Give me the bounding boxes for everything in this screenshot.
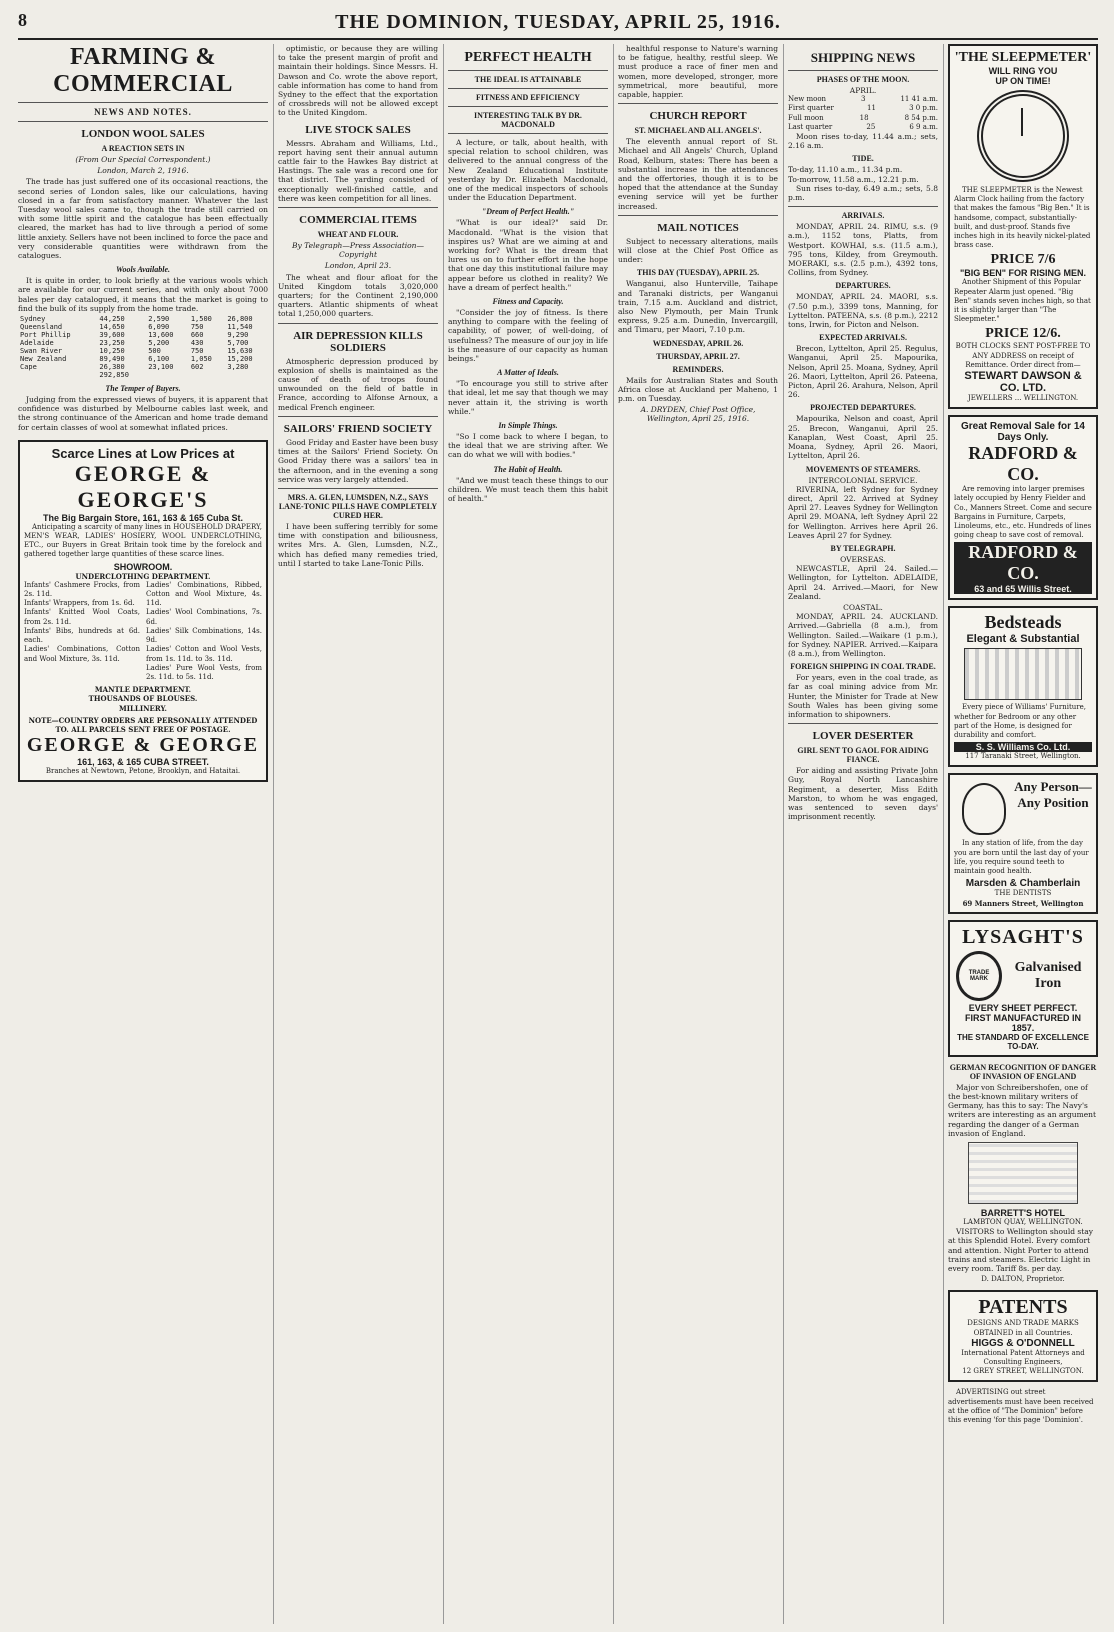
moon-row: New moon 3 11 41 a.m. <box>788 95 938 104</box>
marsden-address: 69 Manners Street, Wellington <box>962 898 1084 908</box>
george-mantle: MANTLE DEPARTMENT. <box>94 685 192 695</box>
list-item: Ladies' Wool Combinations, 7s. 6d. <box>146 608 262 626</box>
hotel-illustration <box>968 1142 1078 1204</box>
german-text: Major von Schreibershofen, one of the best-known military writers of Germany, has this to say: The Navy's writers are interesting as an argument regarding the danger of a German invasion of England. <box>948 1082 1097 1138</box>
george-millinery: MILLINERY. <box>118 703 167 713</box>
mail-head: MAIL NOTICES <box>657 221 739 234</box>
wool-available-text: It is quite in order, to look briefly at the various wools which are available for our current series, and with only about 7000 bales per day catalogued, it means that the market is going to find the bulk of its supply from the home trade. <box>18 276 268 313</box>
shipping-head: SHIPPING NEWS <box>810 50 916 65</box>
wool-available-head: Wools Available. <box>115 265 171 275</box>
projected-text: Mapourika, Nelson and coast, April 25. Brecon, Wanganui, April 25. Kanaplan, West Coast, April 25. Moana, Sydney, April 26. Maori, Lyttelton, April 26. <box>788 414 938 461</box>
george-ad <box>18 440 268 782</box>
tide-today: To-day, 11.10 a.m., 11.34 p.m. <box>788 165 903 175</box>
table-row: Adelaide 23,250 5,200 430 5,700 <box>20 339 249 348</box>
telegraph-head: BY TELEGRAPH. <box>830 543 896 553</box>
table-row: Cape 26,380 23,100 602 3,280 <box>20 363 249 372</box>
george-branches: Branches at Newtown, Petone, Brooklyn, and Hataitai. <box>45 767 241 776</box>
buyers-text: Judging from the expressed views of buyers, it is apparent that confidence was disturbed by Melbourne cables last week, and the strong continuance of the American and home trade demand for certain classes of wool at somewhat inflated prices. <box>18 395 268 432</box>
list-item: Infants' Knitted Wool Coats, from 2s. 11d. <box>24 608 140 626</box>
fitness-head: Fitness and Capacity. <box>492 297 564 307</box>
lover-head: LOVER DESERTER <box>812 730 914 743</box>
bedstead-image <box>964 648 1082 700</box>
sleepmeter-text: THE SLEEPMETER is the Newest Alarm Clock hailing from the factory that makes the famous "Big Ben." It is handsome, compact, substantially-built, and dust-proof. Stands five inches high in its heavily nickel-plated brass case. <box>954 186 1091 250</box>
anyperson-text: In any station of life, from the day you are born until the last day of your life, you require sound teeth to maintain good health. <box>954 839 1089 876</box>
barretts-proprietor: D. DALTON, Proprietor. <box>981 1275 1065 1284</box>
mail-intro: Subject to necessary alterations, mails will close at the Chief Post Office as under: <box>618 236 778 265</box>
expected-text: Brecon, Lyttelton, April 25. Regulus, Wanganui, April 25. Mapourika, Nelson, April 25. Moana, Sydney, April 26. Maori, Lyttelton, April 26. Pateena, Picton, April 26. Arahura, Nelson, April 26. <box>788 344 938 400</box>
moon-row: Full moon 18 8 54 p.m. <box>788 113 938 122</box>
mail-day: WEDNESDAY, APRIL 26. <box>652 338 744 348</box>
movements-sub: INTERCOLONIAL SERVICE. <box>808 475 918 485</box>
health-head: PERFECT HEALTH <box>464 50 592 65</box>
list-item: Ladies' Silk Combinations, 14s. 9d. <box>146 626 262 645</box>
livestock-head: LIVE STOCK SALES <box>305 123 411 136</box>
moon-month: APRIL. <box>849 86 877 95</box>
george-footer-address: 161, 163, & 165 CUBA STREET. <box>77 757 209 768</box>
expected-head: EXPECTED ARRIVALS. <box>819 333 907 343</box>
fitness-text: "Consider the joy of fitness. Is there anything to compare with the feeling of capability, of power, of well-doing, of usefulness? The measure of our joy in life is the measure of our capacity as human beings." <box>448 308 608 364</box>
wool-continued: optimistic, or because they are willing to take the present margin of profit and maintain their holdings. Since Messrs. H. Dawson and Co. wrote the above report, cable information has come to hand from Sydney to the effect that the exportation of crossbreds will not be allowed except to the United Kingdom. <box>278 44 438 118</box>
foreign-text: For years, even in the coal trade, as far as coal mining advice from Mr. Hunter, the Minister for Trade at New South Wales has been giving some information to shipowners. <box>788 673 938 719</box>
mail-day: THIS DAY (TUESDAY), APRIL 25. <box>636 268 760 278</box>
table-total: 292,850 <box>99 371 129 380</box>
face-illustration <box>962 783 1006 835</box>
sleepmeter-price: 7/6 <box>1037 252 1056 268</box>
commercial-column <box>278 44 438 1624</box>
bed-text: Every piece of Williams' Furniture, whether for Bedroom or any other part of the Home, is designed for durability and comfort. <box>954 703 1086 740</box>
sleepmeter-title: 'THE SLEEPMETER' <box>954 50 1092 65</box>
simple-head: In Simple Things. <box>498 421 558 431</box>
list-item: Infants' Wrappers, from 1s. 6d. <box>24 599 135 608</box>
moon-row: First quarter 11 3 0 p.m. <box>788 104 938 113</box>
sailors-head: SAILORS' FRIEND SOCIETY <box>283 422 433 435</box>
george-store: The Big Bargain Store, 161, 163 & 165 Cuba St. <box>42 512 244 523</box>
wool-table <box>18 315 268 379</box>
stewart-dawson: STEWART DAWSON & CO. LTD. <box>964 370 1082 395</box>
barretts-text: VISITORS to Wellington should stay at this Splendid Hotel. Every comfort and attention. Night Porter to attend trains and steamers. Electric Light in every room. Tariff 8s. per day. <box>948 1227 1093 1273</box>
reminders-head: REMINDERS. <box>672 364 724 374</box>
ideals-text: "To encourage you still to strive after that ideal, let me say that though we may never attain it, the striving is worth while." <box>448 379 608 416</box>
shipping-column <box>788 44 938 1624</box>
alarm-clock-icon <box>977 90 1069 182</box>
george-name: GEORGE & GEORGE'S <box>74 460 212 512</box>
barretts-address: LAMBTON QUAY, WELLINGTON. <box>963 1217 1083 1226</box>
movements-text: RIVERINA, left Sydney for Sydney direct, April 22. Arrived at Sydney April 27. Leaves Sydney for Wellington April 29. MOANA, left Sydney April 22 for Wellington. Arrives here April 26. Leaves April 27 for Sydney. <box>788 484 938 540</box>
church-text: The eleventh annual report of St. Michael and All Angels' Church, Upland Road, Kelburn, states: There has been a substantial increase in the attendances and the offertories, though it is to be hoped that the attendance at the Sunday evening service will yet be further increased. <box>618 137 778 211</box>
foreign-head: FOREIGN SHIPPING IN COAL TRADE. <box>790 662 936 672</box>
george-blouses: THOUSANDS OF BLOUSES. <box>88 694 198 704</box>
dream-head: "Dream of Perfect Health." <box>481 207 575 217</box>
anyperson-head: Any Person— <box>1014 779 1092 795</box>
dream-text: "What is our ideal?" said Dr. Macdonald. "What is the vision that inspires us? What are we aiming at and working for? What is the dream that lures us on to further effort in the hope that one day this institutional failure may appear before us clothed in reality? We have a dream of perfect health." <box>448 218 608 292</box>
moon-rise: Moon rises to-day, 11.44 a.m.; sets, 2.16 a.m. <box>788 132 938 151</box>
arrivals-head: ARRIVALS. <box>841 211 885 221</box>
bigben-price: 12/6. <box>1032 326 1061 342</box>
list-item: Ladies' Combinations, Cotton and Wool Mixture, 3s. 11d. <box>24 645 140 663</box>
bigben-text: Another Shipment of this Popular Repeater Alarm just opened. "Big Ben" stands seven inches high, so that it is slightly larger than "The Sleepmeter." <box>954 278 1091 324</box>
removal-head: Great Removal Sale for 14 Days Only. <box>961 421 1085 444</box>
wool-byline: (From Our Special Correspondent.) <box>75 155 211 164</box>
telegraph-text: NEWCASTLE, April 24. Sailed.—Wellington, for Lyttelton. ADELAIDE, April 24. Arrived.—Maori, for New Zealand. <box>788 564 938 601</box>
anyperson-sub: Any Position <box>1017 795 1089 811</box>
health-continued: healthful response to Nature's warning to be fatigue, healthy, restful sleep. We must produce a race of finer men and women, more developed, stronger, more symmetrical, more beautiful, more capable, happier. <box>618 44 778 100</box>
reminders-text: Mails for Australian States and South Africa close at Auckland per Maheno, 1 p.m. on Tuesday. <box>618 375 778 404</box>
trade-mark-badge: TRADE MARK <box>956 951 1002 1001</box>
barretts-name: BARRETT'S HOTEL <box>980 1207 1066 1218</box>
lysaght-sub: Galvanised Iron <box>1014 959 1082 991</box>
stewart-sub: JEWELLERS ... WELLINGTON. <box>967 394 1079 403</box>
moon-head: PHASES OF THE MOON. <box>816 75 910 84</box>
moon-row: Last quarter 25 6 9 a.m. <box>788 122 938 131</box>
commercial-text: The wheat and flour afloat for the United Kingdom totals 3,020,000 quarters; for the Continent 2,190,000 quarters. Atlantic shipments of wheat total 1,250,000 quarters. <box>278 272 438 319</box>
george-note: NOTE—COUNTRY ORDERS ARE PERSONALLY ATTENDED TO. ALL PARCELS SENT FREE OF POSTAGE. <box>28 715 258 734</box>
sleepmeter-sub2: UP ON TIME! <box>995 76 1051 86</box>
radford-address: 63 and 65 Willis Street. <box>954 584 1092 594</box>
ideals-head: A Matter of Ideals. <box>497 368 559 378</box>
church-mail-column <box>618 44 778 1624</box>
mail-day: THURSDAY, APRIL 27. <box>656 351 740 361</box>
health-intro: A lecture, or talk, about health, with special relation to school children, was delivered to the annual congress of the New Zealand Educational Institute yesterday by Dr. Elizabeth Macdonald, one of the medical inspectors of schools under the Education Department. <box>448 138 608 203</box>
movements-head: MOVEMENTS OF STEAMERS. <box>805 464 921 474</box>
bedsteads-title: Bedsteads <box>984 612 1062 633</box>
higgs-name: HIGGS & O'DONNELL <box>971 1337 1075 1349</box>
bedsteads-sub: Elegant & Substantial <box>966 633 1080 646</box>
marsden-sub: THE DENTISTS <box>994 889 1052 898</box>
air-depression-head: AIR DEPRESSION KILLS SOLDIERS <box>293 329 423 354</box>
price-label: PRICE <box>990 252 1035 268</box>
lysaght-ad <box>948 920 1098 1057</box>
table-row: Queensland 14,650 6,090 750 11,540 <box>20 323 253 332</box>
table-row: Port Phillip 39,600 13,600 660 9,290 <box>20 331 249 340</box>
marsden-ad <box>948 773 1098 913</box>
wool-dateline: London, March 2, 1916. <box>97 166 189 176</box>
livestock-text: Messrs. Abraham and Williams, Ltd., report having sent their annual autumn cattle fair to the Hawkes Bay district at Hastings. The sale was a record one for that district. The yarding consisted of exceptionally well-finished cattle, and there was keen competition for all lines. <box>278 138 438 203</box>
williams-name: S. S. Williams Co. Ltd. <box>954 742 1092 752</box>
advert-note: ADVERTISING out street advertisements must have been received at the office of "The Dominion" before this evening 'for this page 'Dominion'. <box>948 1388 1094 1424</box>
price-label: PRICE <box>985 326 1029 342</box>
every-sheet: EVERY SHEET PERFECT. <box>968 1002 1078 1013</box>
glen-head: MRS. A. GLEN, LUMSDEN, N.Z., SAYS LANE-TONIC PILLS HAVE COMPLETELY CURED HER. <box>278 492 438 520</box>
farming-column <box>18 44 268 1624</box>
lysaght-name: LYSAGHT'S <box>962 925 1084 948</box>
tide-head: TIDE. <box>852 154 874 164</box>
george-underclothing: UNDERCLOTHING DEPARTMENT. <box>75 571 211 581</box>
george-showroom: SHOWROOM. <box>113 561 173 572</box>
newspaper-title: THE DOMINION, TUESDAY, APRIL 25, 1916. <box>335 11 781 33</box>
german-head: GERMAN RECOGNITION OF DANGER OF INVASION OF ENGLAND <box>949 1062 1097 1081</box>
buyers-head: The Temper of Buyers. <box>105 384 181 394</box>
list-item: Ladies' Combinations, Ribbed, Cotton and Wool Mixture, 4s. 11d. <box>146 580 262 608</box>
marsden-name: Marsden & Chamberlain <box>965 878 1081 890</box>
table-row: Swan River 10,250 500 750 15,630 <box>20 347 253 356</box>
williams-address: 117 Taranaki Street, Wellington. <box>965 752 1081 761</box>
mail-signoff: A. DRYDEN, Chief Post Office, Wellington, April 25, 1916. <box>640 405 756 424</box>
commercial-sub: WHEAT AND FLOUR. <box>317 230 399 240</box>
patents-ad <box>948 1290 1098 1382</box>
air-depression-text: Atmospheric depression produced by explosion of shells is maintained as the cause of death of troops found unwounded on the field of battle in France, according to Alfonse Arnoux, a medical French engineer. <box>278 356 438 412</box>
lover-sub: GIRL SENT TO GAOL FOR AIDING FIANCE. <box>797 746 929 765</box>
sleepmeter-sub1: WILL RING YOU <box>988 66 1058 76</box>
patents-title: PATENTS <box>978 1296 1068 1319</box>
radford-logo: RADFORD & CO. <box>954 542 1092 584</box>
arrivals-text: MONDAY, APRIL 24. RIMU, s.s. (9 a.m.), 1152 tons, Platts, from Westport. KOWHAI, s.s. (11.5 a.m.), 795 tons, Kildey, from Greymouth. MOERAKI, s.s. (2.5 p.m.), 4392 tons, Collins, from Sydney. <box>788 222 938 278</box>
health-sub3: INTERESTING TALK BY DR. MACDONALD <box>474 111 582 129</box>
list-item: Infants' Cashmere Frocks, from 2s. 11d. <box>24 580 140 599</box>
list-item: Ladies' Pure Wool Vests, from 2s. 11d. to 5s. 11d. <box>146 663 262 681</box>
patents-sub: DESIGNS AND TRADE MARKS OBTAINED in all Countries. <box>967 1319 1079 1337</box>
habit-head: The Habit of Health. <box>493 464 563 474</box>
health-column <box>448 44 608 1624</box>
table-row: New Zealand 89,490 6,100 1,050 15,200 <box>20 355 253 364</box>
overseas-head: OVERSEAS. <box>840 554 886 564</box>
higgs-address: 12 GREY STREET, WELLINGTON. <box>962 1367 1084 1376</box>
farming-title: FARMING & COMMERCIAL <box>53 44 233 97</box>
george-headline: Scarce Lines at Low Prices at <box>51 445 235 461</box>
page-number: 8 <box>18 10 27 30</box>
lover-text: For aiding and assisting Private John Guy, Royal North Lancashire Regiment, a deserter, Miss Edith Marston, to whom he was engaged, was sentenced to seven days' imprisonment recently. <box>788 766 938 822</box>
sailors-text: Good Friday and Easter have been busy times at the Sailors' Friend Society. On Good Friday there was a sailors' tea in the afternoon, and in the evening a song service was very largely attended. <box>278 437 438 484</box>
farming-subtitle: NEWS AND NOTES. <box>94 107 192 117</box>
list-item: Infants' Bibs, hundreds at 6d. each. <box>24 626 140 645</box>
both-clocks: BOTH CLOCKS SENT POST-FREE TO ANY ADDRESS on receipt of Remittance. Order direct from— <box>955 342 1091 369</box>
higgs-sub: International Patent Attorneys and Consulting Engineers, <box>961 1348 1085 1366</box>
commercial-dateline: London, April 23. <box>324 261 392 271</box>
george-items <box>24 581 262 682</box>
departures-text: MONDAY, APRIL 24. MAORI, s.s. (7.50 p.m.), 3399 tons, Manning, for Lyttelton. PATEENA, s.s. (8 p.m.), 2212 tons, Irwin, for Picton and Nelson. <box>788 292 938 330</box>
coastal-head: COASTAL. <box>843 602 883 612</box>
projected-head: PROJECTED DEPARTURES. <box>810 403 916 413</box>
sleepmeter-ad <box>948 44 1098 409</box>
ads-column <box>948 44 1098 1624</box>
coastal-text: MONDAY, APRIL 24. AUCKLAND. Arrived.—Gabriella (8 a.m.), from Wellington. Sailed.—Waikare (1 p.m.), for Sydney. NAPIER. Arrived.—Kaipara (8 a.m.), from Wellington. <box>788 612 938 658</box>
williams-ad <box>948 606 1098 767</box>
standard: THE STANDARD OF EXCELLENCE TO-DAY. <box>957 1032 1089 1051</box>
simple-text: "So I come back to where I began, to the ideal that we are striving after. We can do what we will with bodies." <box>448 432 608 460</box>
tide-tomorrow: To-morrow, 11.58 a.m., 12.21 p.m. <box>788 174 919 184</box>
bigben-head: "BIG BEN" FOR RISING MEN. <box>959 268 1087 279</box>
health-sub1: THE IDEAL IS ATTAINABLE <box>474 75 582 84</box>
table-row: Sydney 44,250 2,590 1,500 26,800 <box>20 315 253 324</box>
commercial-head: COMMERCIAL ITEMS <box>299 214 417 227</box>
sun-times: Sun rises to-day, 6.49 a.m.; sets, 5.8 p.m. <box>788 183 938 203</box>
radford-name: RADFORD & CO. <box>968 443 1078 485</box>
wool-headline: LONDON WOOL SALES <box>81 128 205 140</box>
church-sub: ST. MICHAEL AND ALL ANGELS'. <box>634 126 762 136</box>
first-made: FIRST MANUFACTURED IN 1857. <box>965 1012 1081 1033</box>
mail-text: Wanganui, also Hunterville, Taihape and Taranaki districts, per Wanganui train, 7.15 a.m. Auckland and district, also New Plymouth, per Main Trunk express, 9.25 a.m. Dunedin, Invercargill, and Timaru, per Maori, 7.10 p.m. <box>618 279 778 335</box>
george-footer-name: GEORGE & GEORGE <box>26 734 260 757</box>
radford-ad <box>948 415 1098 600</box>
george-intro: Anticipating a scarcity of many lines in HOUSEHOLD DRAPERY, MEN'S WEAR, LADIES' HOSIERY, WOOL UNDERCLOTHING, ETC., our Buyers in Great Britain took time by the forelock and gathered together large quantities of these scarce lines. <box>24 522 262 559</box>
masthead <box>18 8 1098 40</box>
list-item: Ladies' Cotton and Wool Vests, from 1s. 11d. to 3s. 11d. <box>146 645 262 663</box>
church-head: CHURCH REPORT <box>649 110 747 123</box>
commercial-byline: By Telegraph—Press Association—Copyright <box>292 241 424 260</box>
radford-text: Are removing into larger premises lately occupied by Henry Fielder and Co., Manners Street. Come and secure Bargains in Furniture, Carpets, Linoleums, etc., etc. Hundreds of lines going cheap to save cost of removal. <box>954 485 1092 540</box>
health-sub2: FITNESS AND EFFICIENCY <box>475 93 581 102</box>
wool-subhead: A REACTION SETS IN <box>101 144 185 153</box>
habit-text: "And we must teach these things to our children. We must teach them this habit of health." <box>448 475 608 504</box>
wool-article: The trade has just suffered one of its occasional reactions, the second series of London sales, like our calculations, having closed in a far from satisfactory manner. Whatever the last Tuesday wool sales came to, though the trade still carried on with some little spirit and the catalogue has been effectually cleared, the market has had to live through a period of some little anxiety. Sellers have not been inclined to force the pace and very considerable quantities were withdrawn from the catalogues. <box>18 177 268 261</box>
glen-text: I have been suffering terribly for some time with constipation and biliousness, writes Mrs. A. Glen, Lumsden, N.Z., which has defied many remedies tried, until I started to take Lane-Tonic Pills. <box>278 521 438 568</box>
departures-head: DEPARTURES. <box>835 281 891 291</box>
